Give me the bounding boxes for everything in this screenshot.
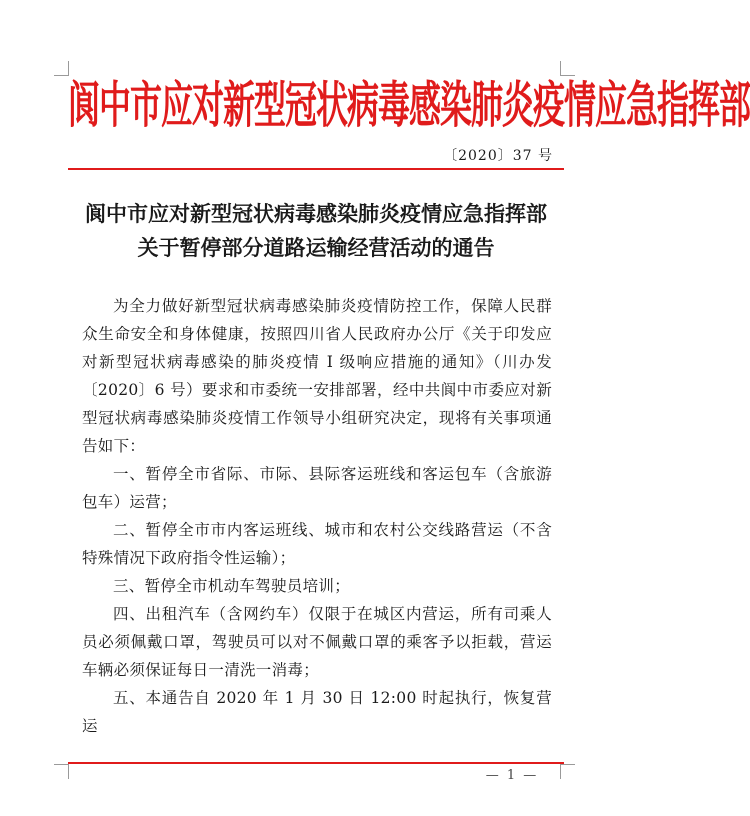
document-title-line-2: 关于暂停部分道路运输经营活动的通告 <box>137 235 495 260</box>
margin-corner-mark <box>54 764 69 779</box>
notice-item-3: 三、暂停全市机动车驾驶员培训； <box>113 577 351 595</box>
margin-corner-mark <box>54 61 69 76</box>
margin-corner-mark <box>560 764 575 779</box>
document-number: 〔2020〕37 号 <box>443 148 553 164</box>
red-divider-bottom <box>68 762 564 764</box>
red-masthead: 阆中市应对新型冠状病毒感染肺炎疫情应急指挥部 <box>68 75 750 135</box>
notice-item-4: 四、出租汽车（含网约车）仅限于在城区内营运，所有司乘人员必须佩戴口罩，驾驶员可以对不佩戴口罩的乘客予以拒载，营运车辆必须保证每日一清洗一消毒； <box>82 605 552 679</box>
notice-item-2: 二、暂停全市市内客运班线、城市和农村公交线路营运（不含特殊情况下政府指令性运输）； <box>82 521 552 567</box>
red-divider-top <box>68 168 564 170</box>
document-body <box>82 292 552 740</box>
intro-paragraph: 为全力做好新型冠状病毒感染肺炎疫情防控工作，保障人民群众生命安全和身体健康，按照四川省人民政府办公厅《关于印发应对新型冠状病毒感染的肺炎疫情 I 级响应措施的通知》（川办发〔2020〕6 号）要求和市委统一安排部署，经中共阆中市委应对新型冠状病毒感染肺炎疫情工作领导小组研究决定，现将有关事项通告如下： <box>82 297 552 455</box>
notice-item-1: 一、暂停全市省际、市际、县际客运班线和客运包车（含旅游包车）运营； <box>82 465 552 511</box>
notice-item-5: 五、本通告自 2020 年 1 月 30 日 12:00 时起执行，恢复营运 <box>82 689 552 735</box>
document-title-line-1: 阆中市应对新型冠状病毒感染肺炎疫情应急指挥部 <box>85 201 547 226</box>
page-number: — 1 — <box>485 768 539 783</box>
